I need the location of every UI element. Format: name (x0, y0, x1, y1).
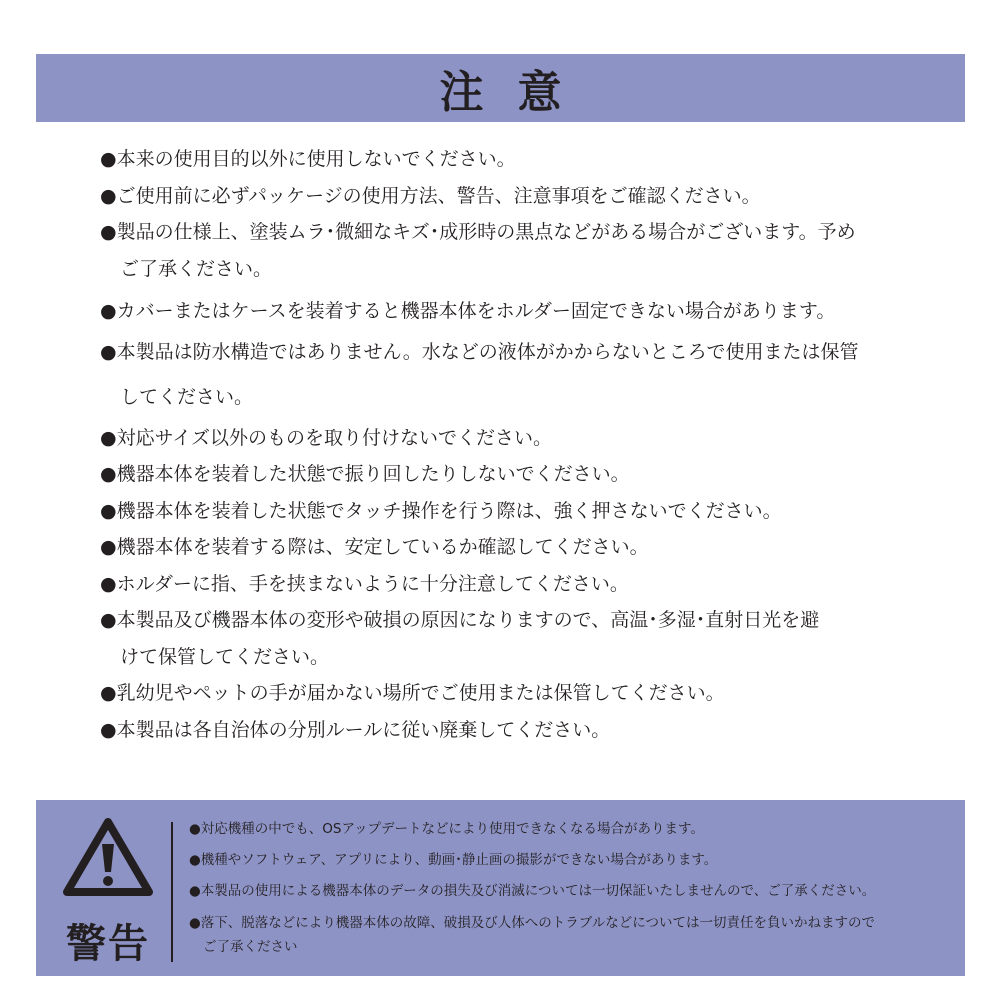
caution-item (100, 420, 900, 457)
caution-title: 注意 (439, 67, 596, 118)
caution-item-text: ●ご使用前に必ずパッケージの使用方法、警告、注意事項をご確認ください。 (100, 184, 761, 207)
caution-item (100, 675, 900, 712)
caution-item-text: ●本製品は各自治体の分別ルールに従い廃棄してください。 (100, 718, 611, 741)
caution-list (100, 141, 900, 748)
caution-item (100, 456, 900, 493)
warning-divider (171, 822, 173, 962)
caution-item (100, 141, 900, 178)
caution-item-text: ●製品の仕様上、塗装ムラ･微細なキズ･成形時の黒点などがある場合がございます。予め (100, 221, 856, 243)
caution-item-text-continued: けて保管してください。 (120, 645, 330, 668)
caution-item-text: ●対応サイズ以外のものを取り付けないでください。 (100, 426, 553, 449)
warning-item-text: ●機種やソフトウェア、アプリにより、動画･静止画の撮影ができない場合があります。 (189, 852, 718, 868)
caution-item-text: ●ホルダーに指、手を挟まないように十分注意してください。 (100, 572, 629, 595)
warning-item-text-continued: ご了承ください (203, 939, 298, 955)
caution-item-text: ●カバーまたはケースを装着すると機器本体をホルダー固定できない場合があります。 (100, 300, 836, 322)
warning-item (189, 876, 959, 907)
warning-item-text: ●本製品の使用による機器本体のデータの損失及び消滅については一切保証いたしませんので、ご了承ください。 (189, 883, 876, 899)
caution-item (100, 178, 900, 215)
caution-item-text: ●機器本体を装着した状態で振り回したりしないでください。 (100, 463, 630, 485)
caution-item (100, 529, 900, 566)
caution-item-text: ●乳幼児やペットの手が届かない場所でご使用または保管してください。 (100, 682, 725, 704)
warning-item (189, 814, 959, 845)
warning-item (189, 845, 959, 876)
warning-label: 警告 (66, 921, 150, 967)
warning-item (189, 907, 959, 959)
caution-item-text: ●本製品及び機器本体の変形や破損の原因になりますので、高温･多湿･直射日光を避 (100, 609, 820, 631)
warning-list (189, 814, 959, 959)
caution-item-text: ●本製品は防水構造ではありません。水などの液体がかからないところで使用または保管 (100, 340, 859, 363)
caution-item (100, 493, 900, 530)
caution-item-text-continued: ご了承ください。 (120, 257, 273, 280)
caution-item (100, 293, 900, 330)
caution-item-text: ●本来の使用目的以外に使用しないでください。 (100, 148, 516, 170)
caution-item-text: ●機器本体を装着した状態でタッチ操作を行う際は、強く押さないでください。 (100, 499, 782, 522)
caution-item (100, 602, 900, 675)
caution-item (100, 214, 900, 287)
caution-item (100, 712, 900, 749)
caution-item (100, 566, 900, 603)
warning-item-text: ●落下、脱落などにより機器本体の故障、破損及び人体へのトラブルなどについては一切責任を負いかねますので (189, 915, 875, 931)
warning-triangle-icon (62, 816, 154, 898)
caution-item-text: ●機器本体を装着する際は、安定しているか確認してください。 (100, 536, 649, 558)
warning-box (36, 800, 965, 976)
warning-item-text: ●対応機種の中でも、OSアップデートなどにより使用できなくなる場合があります。 (189, 821, 704, 837)
caution-banner (36, 54, 965, 122)
caution-item-text-continued: してください。 (120, 385, 254, 408)
caution-item (100, 330, 900, 420)
